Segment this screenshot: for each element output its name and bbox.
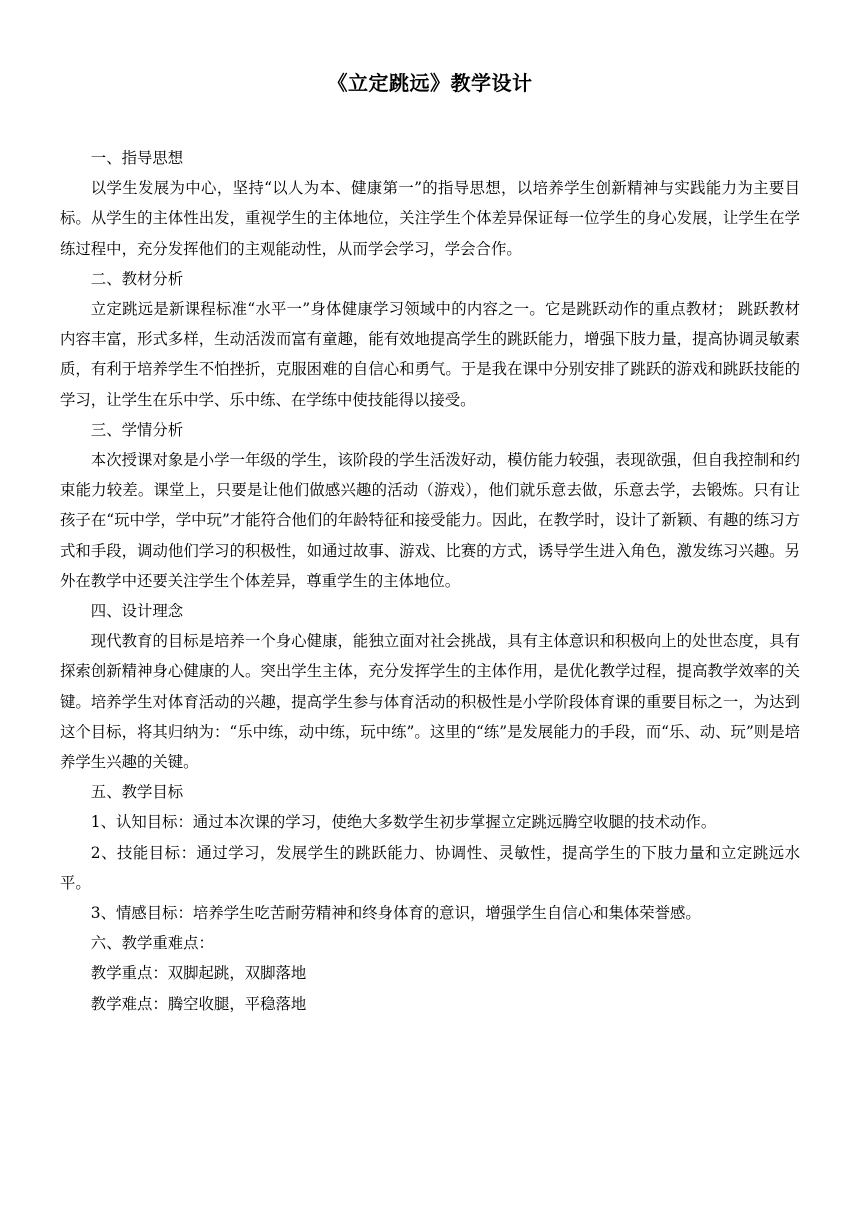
document-body — [60, 143, 800, 1019]
goal-cognitive: 1、认知目标：通过本次课的学习，使绝大多数学生初步掌握立定跳远腾空收腿的技术动作。 — [90, 813, 717, 832]
paragraph-design-concept: 现代教育的目标是培养一个身心健康，能独立面对社会挑战，具有主体意识和积极向上的处世态度，具有探索创新精神身心健康的人。突出学生主体，充分发挥学生的主体作用，是优化教学过程，提高教学效率的关键。培养学生对体育活动的兴趣，提高学生参与体育活动的积极性是小学阶段体育课的重要目标之一，为达到这个目标，将其归纳为：“乐中练，动中练，玩中练”。这里的“练”是发展能力的手段，而“乐、动、玩”则是培养学生兴趣的关键。 — [60, 632, 800, 772]
paragraph-guiding-ideology: 以学生发展为中心，坚持“以人为本、健康第一”的指导思想，以培养学生创新精神与实践能力为主要目标。从学生的主体性出发，重视学生的主体地位，关注学生个体差异保证每一位学生的身心发展，让学生在学练过程中，充分发挥他们的主观能动性，从而学会学习，学会合作。 — [60, 179, 800, 258]
paragraph-learner-analysis: 本次授课对象是小学一年级的学生，该阶段的学生活泼好动，模仿能力较强，表现欲强，但自我控制和约束能力较差。课堂上，只要是让他们做感兴趣的活动（游戏），他们就乐意去做，乐意去学，去锻炼。只有让孩子在“玩中学，学中玩”才能符合他们的年龄特征和接受能力。因此，在教学时，设计了新颖、有趣的练习方式和手段，调动他们学习的积极性，如通过故事、游戏、比赛的方式，诱导学生进入角色，激发练习兴趣。另外在教学中还要关注学生个体差异，尊重学生的主体地位。 — [60, 451, 800, 590]
difficult-point: 教学难点：腾空收腿，平稳落地 — [90, 994, 307, 1013]
goal-skill: 2、技能目标：通过学习，发展学生的跳跃能力、协调性、灵敏性，提高学生的下肢力量和立定跳远水平。 — [60, 843, 800, 892]
section-heading-material-analysis: 二、教材分析 — [90, 269, 184, 288]
section-heading-guiding-ideology: 一、指导思想 — [90, 149, 184, 167]
section-heading-key-points: 六、教学重难点： — [90, 934, 214, 953]
key-point: 教学重点：双脚起跳，双脚落地 — [90, 964, 307, 983]
section-heading-teaching-goals: 五、教学目标 — [90, 783, 184, 802]
document-title: 《立定跳远》教学设计 — [327, 71, 533, 95]
goal-emotional: 3、情感目标：培养学生吃苦耐劳精神和终身体育的意识，增强学生自信心和集体荣誉感。 — [90, 904, 701, 923]
section-heading-design-concept: 四、设计理念 — [90, 602, 184, 621]
paragraph-material-analysis: 立定跳远是新课程标准“水平一”身体健康学习领域中的内容之一。它是跳跃动作的重点教材； 跳跃教材内容丰富，形式多样，生动活泼而富有童趣，能有效地提高学生的跳跃能力，增强下肢力量，提高协调灵敏素质，有利于培养学生不怕挫折，克服困难的自信心和勇气。于是我在课中分别安排了跳跃的游戏和跳跃技能的学习，让学生在乐中学、乐中练、在学练中使技能得以接受。 — [60, 300, 800, 409]
section-heading-learner-analysis: 三、学情分析 — [90, 420, 184, 439]
